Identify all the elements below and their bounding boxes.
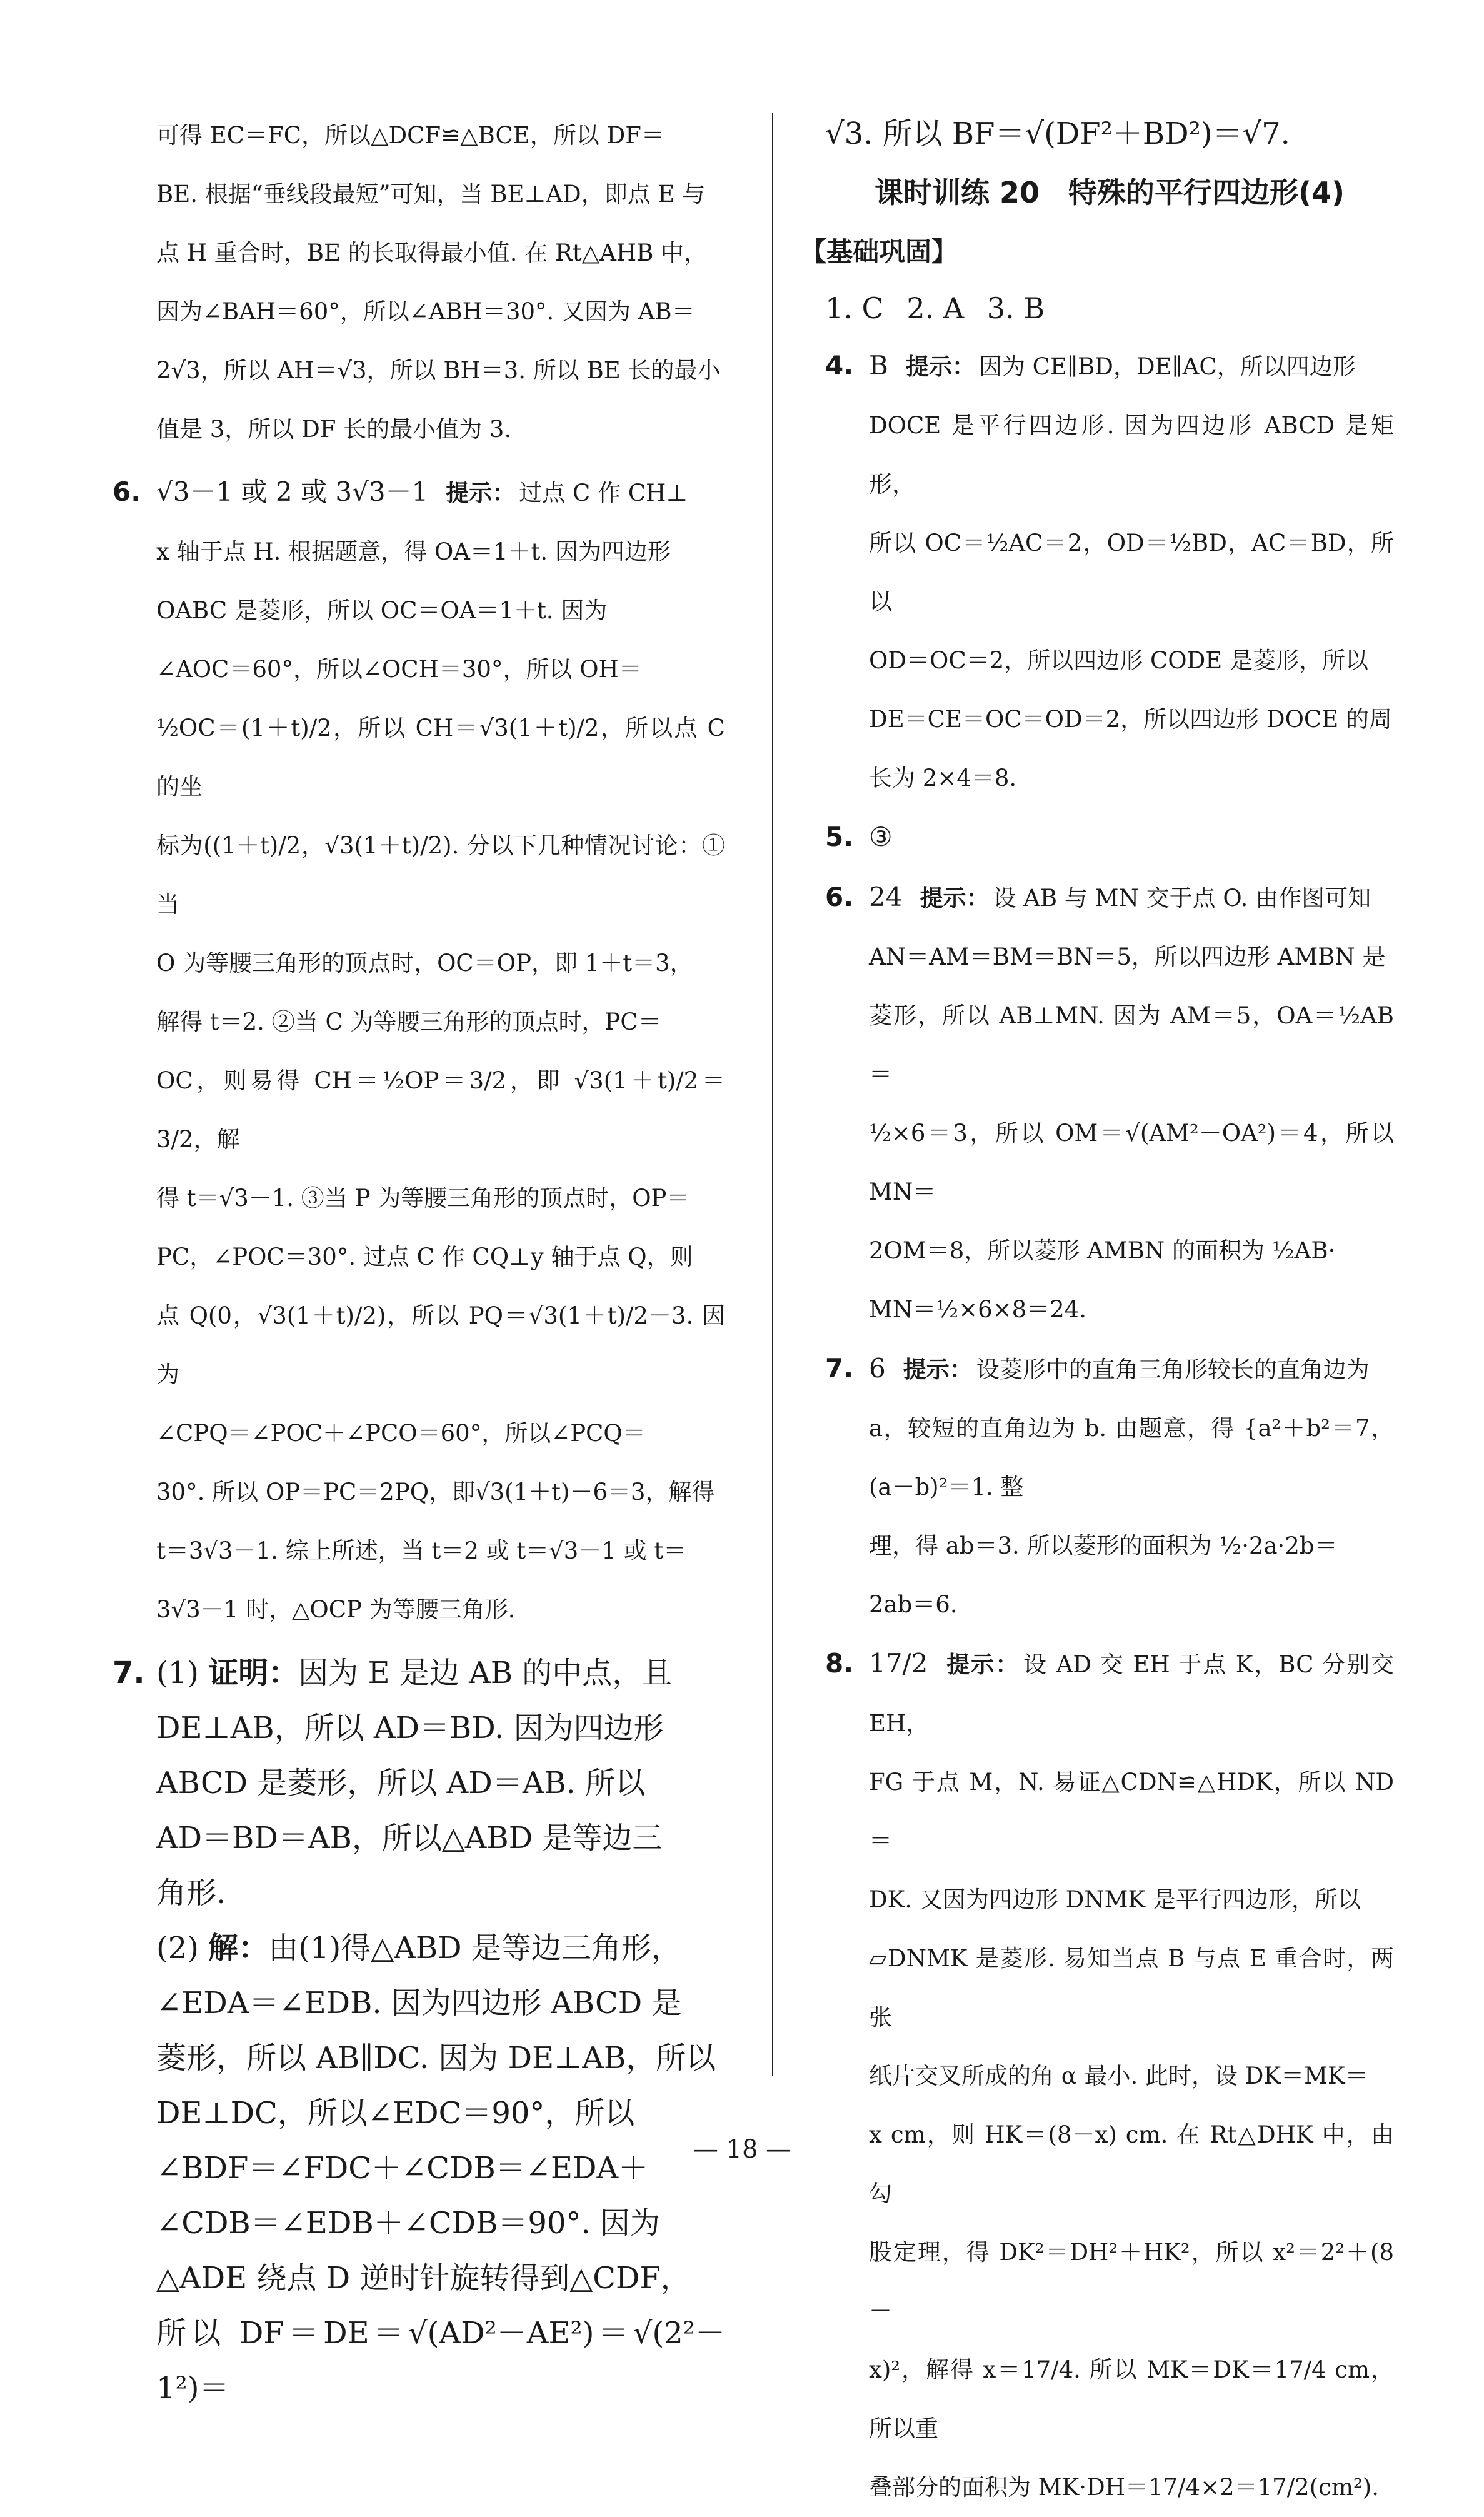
text-line: 2ab＝6.	[869, 1591, 958, 1618]
text-line: DE⊥AB，所以 AD＝BD. 因为四边形	[156, 1711, 664, 1746]
text-line: ½OC＝(1＋t)/2，所以 CH＝√3(1＋t)/2，所以点 C 的坐	[156, 715, 725, 800]
item-number: 7.	[113, 1655, 145, 1691]
text-line: √3. 所以 BF＝√(DF²＋BD²)＝√7.	[825, 116, 1290, 151]
hint-label: 提示：	[920, 885, 990, 912]
text-line: ∠BDF＝∠FDC＋∠CDB＝∠EDA＋	[156, 2151, 649, 2186]
text-line: PC，∠POC＝30°. 过点 C 作 CQ⊥y 轴于点 Q，则	[156, 1243, 693, 1270]
item-answer: ③	[869, 821, 893, 852]
text-line: x cm，则 HK＝(8－x) cm. 在 Rt△DHK 中，由勾	[869, 2121, 1394, 2207]
text-line: 角形.	[156, 1876, 226, 1911]
answer-item-5	[825, 808, 1394, 868]
text-line: OABC 是菱形，所以 OC＝OA＝1＋t. 因为	[156, 597, 608, 624]
text-line: 解得 t＝2. ②当 C 为等腰三角形的顶点时，PC＝	[156, 1008, 661, 1035]
text-line: OC，则易得 CH＝½OP＝3/2，即 √3(1＋t)/2＝3/2，解	[156, 1067, 725, 1153]
text-line: △ADE 绕点 D 逆时针旋转得到△CDF，	[156, 2261, 691, 2296]
page-number: — 18 —	[693, 2135, 791, 2164]
solve-label: 解：	[208, 1931, 269, 1966]
hint-label: 提示：	[945, 1651, 1020, 1678]
text-line: 所以 DF＝DE＝√(AD²－AE²)＝√(2²－1²)＝	[156, 2316, 725, 2406]
item-answer: √3－1 或 2 或 3√3－1	[156, 476, 429, 507]
answer-item-7	[113, 1645, 725, 2416]
text-line: 纸片交叉所成的角 α 最小. 此时，设 DK＝MK＝	[869, 2062, 1368, 2089]
text-line: 菱形，所以 AB⊥MN. 因为 AM＝5，OA＝½AB＝	[869, 1002, 1394, 1088]
text-line: 点 Q(0，√3(1＋t)/2)，所以 PQ＝√3(1＋t)/2－3. 因为	[156, 1302, 725, 1388]
item-number: 4.	[825, 350, 854, 381]
item-number: 6.	[825, 882, 854, 912]
text-line: AN＝AM＝BM＝BN＝5，所以四边形 AMBN 是	[869, 943, 1386, 970]
text-line: ▱DNMK 是菱形. 易知当点 B 与点 E 重合时，两张	[869, 1945, 1394, 2031]
answer-item-6	[825, 868, 1394, 1339]
text-line: DE＝CE＝OC＝OD＝2，所以四边形 DOCE 的周	[869, 706, 1393, 733]
text-line: DOCE 是平行四边形. 因为四边形 ABCD 是矩形，	[869, 412, 1394, 498]
column-divider	[772, 113, 773, 2076]
quick-answer: 1. C	[825, 291, 884, 325]
text-line: 由(1)得△ABD 是等边三角形，	[268, 1931, 681, 1966]
answer-item-4	[825, 336, 1394, 808]
text-line: 得 t＝√3－1. ③当 P 为等腰三角形的顶点时，OP＝	[156, 1185, 690, 1212]
text-line: t＝3√3－1. 综上所述，当 t＝2 或 t＝√3－1 或 t＝	[156, 1537, 687, 1564]
hint-label: 提示：	[446, 480, 516, 506]
text-line: ∠CDB＝∠EDB＋∠CDB＝90°. 因为	[156, 2206, 661, 2241]
item-answer: B	[869, 350, 888, 381]
text-line: DK. 又因为四边形 DNMK 是平行四边形，所以	[869, 1886, 1361, 1913]
text-line: 股定理，得 DK²＝DH²＋HK²，所以 x²＝2²＋(8－	[869, 2239, 1394, 2324]
text-line: 设 AB 与 MN 交于点 O. 由作图可知	[993, 885, 1371, 912]
section-subtitle: 【基础巩固】	[800, 236, 958, 267]
text-line: 叠部分的面积为 MK·DH＝17/4×2＝17/2(cm²).	[869, 2474, 1379, 2501]
text-line: 理，得 ab＝3. 所以菱形的面积为 ½·2a·2b＝	[869, 1532, 1338, 1559]
text-line: ∠EDA＝∠EDB. 因为四边形 ABCD 是	[156, 1986, 682, 2021]
text-line: 值是 3，所以 DF 长的最小值为 3.	[156, 416, 512, 443]
item-number: 6.	[113, 476, 141, 507]
text-line: 标为((1＋t)/2，√3(1＋t)/2). 分以下几种情况讨论：①当	[156, 832, 725, 918]
text-line: 菱形，所以 AB∥DC. 因为 DE⊥AB，所以	[156, 2041, 716, 2076]
quick-answer: 2. A	[906, 291, 965, 325]
text-line: 可得 EC＝FC，所以△DCF≌△BCE，所以 DF＝	[156, 122, 664, 149]
text-line: 2√3，所以 AH＝√3，所以 BH＝3. 所以 BE 长的最小	[156, 357, 721, 384]
text-line: 点 H 重合时，BE 的长取得最小值. 在 Rt△AHB 中，	[156, 239, 708, 266]
item-answer: 17/2	[869, 1648, 928, 1679]
text-line: 因为 E 是边 AB 的中点，且	[298, 1655, 673, 1691]
text-line: ABCD 是菱形，所以 AD＝AB. 所以	[156, 1766, 646, 1801]
answer-item-8	[825, 1634, 1394, 2517]
item-number: 7.	[825, 1353, 854, 1384]
text-line: FG 于点 M，N. 易证△CDN≌△HDK，所以 ND＝	[869, 1769, 1394, 1854]
text-line: ∠CPQ＝∠POC＋∠PCO＝60°，所以∠PCQ＝	[156, 1420, 646, 1447]
item-answer: 24	[869, 882, 903, 912]
text-line: 设菱形中的直角三角形较长的直角边为	[976, 1356, 1370, 1383]
part-label: (2)	[156, 1931, 199, 1966]
text-line: ½×6＝3，所以 OM＝√(AM²－OA²)＝4，所以 MN＝	[869, 1120, 1394, 1205]
quick-answers	[825, 280, 1394, 336]
text-line: 因为 CE∥BD，DE∥AC，所以四边形	[978, 353, 1356, 380]
text-line: x 轴于点 H. 根据题意，得 OA＝1＋t. 因为四边形	[156, 538, 671, 565]
continuation-block	[113, 106, 725, 459]
proof-label: 证明：	[208, 1655, 299, 1691]
text-line: 长为 2×4＝8.	[869, 765, 1017, 791]
part-label: (1)	[156, 1655, 199, 1691]
text-line: x)²，解得 x＝17/4. 所以 MK＝DK＝17/4 cm，所以重	[869, 2356, 1394, 2442]
item-number: 8.	[825, 1648, 854, 1679]
text-line: BE. 根据“垂线段最短”可知，当 BE⊥AD，即点 E 与	[156, 181, 706, 208]
answer-item-6	[113, 463, 725, 1639]
answer-item-7	[825, 1339, 1394, 1634]
text-line: 2OM＝8，所以菱形 AMBN 的面积为 ½AB·	[869, 1237, 1336, 1264]
item-number: 5.	[825, 821, 854, 852]
text-line: 所以 OC＝½AC＝2，OD＝½BD，AC＝BD，所以	[869, 530, 1394, 615]
item-answer: 6	[869, 1353, 886, 1384]
quick-answer: 3. B	[986, 291, 1045, 325]
text-line: 3√3－1 时，△OCP 为等腰三角形.	[156, 1596, 516, 1623]
left-column	[113, 106, 725, 2416]
text-line: 设 AD 交 EH 于点 K，BC 分别交 EH，	[869, 1651, 1395, 1737]
text-line: 过点 C 作 CH⊥	[519, 480, 688, 506]
text-line: O 为等腰三角形的顶点时，OC＝OP，即 1＋t＝3，	[156, 950, 693, 977]
text-line: MN＝½×6×8＝24.	[869, 1296, 1087, 1323]
text-line: ∠AOC＝60°，所以∠OCH＝30°，所以 OH＝	[156, 656, 642, 683]
text-line: AD＝BD＝AB，所以△ABD 是等边三	[156, 1821, 663, 1856]
text-line: 因为∠BAH＝60°，所以∠ABH＝30°. 又因为 AB＝	[156, 298, 695, 325]
text-line: DE⊥DC，所以∠EDC＝90°，所以	[156, 2096, 635, 2131]
text-line: 30°. 所以 OP＝PC＝2PQ，即√3(1＋t)－6＝3，解得	[156, 1479, 715, 1505]
text-line: a，较短的直角边为 b. 由题意，得 {a²＋b²＝7，(a－b)²＝1. 整	[869, 1415, 1394, 1500]
section-title: 课时训练 20 特殊的平行四边形(4)	[874, 176, 1345, 209]
hint-label: 提示：	[903, 1356, 973, 1383]
hint-label: 提示：	[905, 353, 975, 380]
text-line: OD＝OC＝2，所以四边形 CODE 是菱形，所以	[869, 647, 1369, 674]
